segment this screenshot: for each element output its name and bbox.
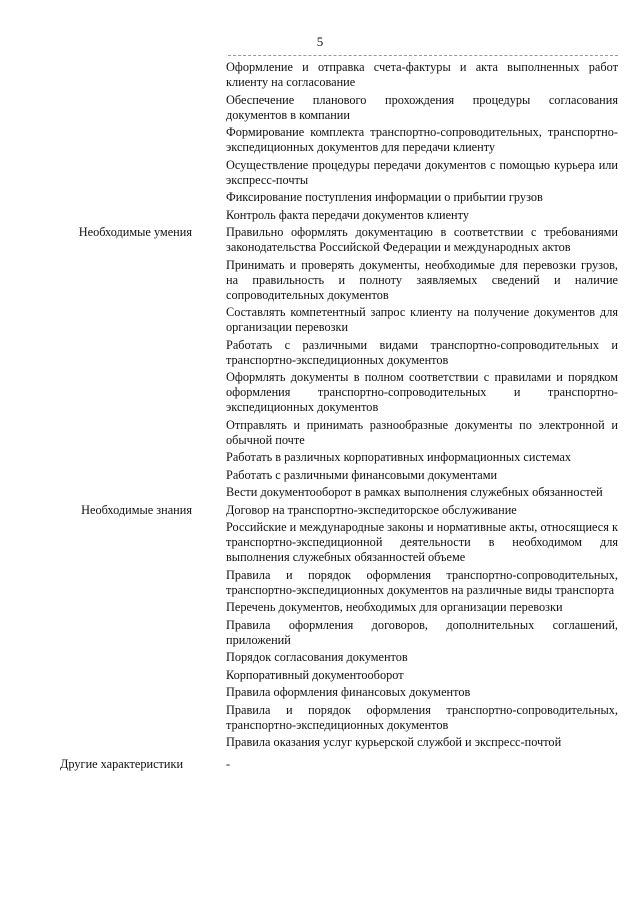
list-item: Обеспечение планового прохождения процедуры согласования документов в компании	[226, 92, 618, 122]
list-item: Оформлять документы в полном соответствии с правилами и порядком оформления транспортно-сопроводительных и транспортно-экспедиционных документов	[226, 370, 618, 414]
section-items	[226, 503, 618, 753]
section-labor-actions	[0, 60, 640, 225]
list-item: Осуществление процедуры передачи документов с помощью курьера или экспресс-почты	[226, 157, 618, 187]
section-other-characteristics	[0, 757, 640, 772]
list-item: Работать с различными финансовыми документами	[226, 467, 498, 482]
top-rule	[228, 55, 618, 56]
list-item: Правильно оформлять документацию в соответствии с требованиями законодательства Российской Федерации и международных актов	[226, 225, 618, 254]
list-item: Правила и порядок оформления транспортно-сопроводительных, транспортно-экспедиционных документов	[226, 702, 618, 732]
list-item: Принимать и проверять документы, необходимые для перевозки грузов, на правильность и полноту заявляемых сведений и наличие сопроводительных документов	[226, 257, 618, 302]
section-label: Необходимые знания	[81, 502, 192, 517]
list-item: Фиксирование поступления информации о прибытии грузов	[226, 190, 543, 204]
list-item: Порядок согласования документов	[226, 650, 408, 664]
list-item: Правила оформления договоров, дополнительных соглашений, приложений	[226, 617, 618, 647]
list-item: Работать с различными видами транспортно-сопроводительных и транспортно-экспедиционных документов	[226, 337, 618, 367]
list-item: Вести документооборот в рамках выполнения служебных обязанностей	[226, 485, 603, 499]
list-item: Формирование комплекта транспортно-сопроводительных, транспортно-экспедиционных документов для передачи клиенту	[226, 125, 618, 154]
list-item: Перечень документов, необходимых для организации перевозки	[226, 600, 563, 614]
section-label: Другие характеристики	[60, 756, 184, 771]
section-label: Необходимые умения	[78, 225, 192, 239]
list-item: Российские и международные законы и нормативные акты, относящиеся к транспортно-экспедиционной деятельности в необходимом для выполнения служебных обязанностей объеме	[226, 520, 618, 564]
other-value: -	[226, 756, 231, 771]
list-item: Оформление и отправка счета-фактуры и акта выполненных работ клиенту на согласование	[226, 60, 618, 89]
section-items	[226, 225, 618, 503]
section-label	[0, 60, 226, 225]
list-item: Работать в различных корпоративных информационных системах	[226, 450, 572, 464]
section-items	[226, 757, 618, 772]
section-required-skills	[0, 225, 640, 503]
list-item: Составлять компетентный запрос клиенту на получение документов для организации перевозки	[226, 305, 618, 334]
list-item: Отправлять и принимать разнообразные документы по электронной и обычной почте	[226, 417, 618, 447]
list-item: Правила оказания услуг курьерской службой и экспресс-почтой	[226, 735, 562, 749]
list-item: Договор на транспортно-экспедиторское обслуживание	[226, 502, 517, 517]
section-required-knowledge	[0, 503, 640, 753]
requirements-table	[0, 60, 640, 772]
list-item: Корпоративный документооборот	[226, 667, 404, 682]
list-item: Правила и порядок оформления транспортно-сопроводительных, транспортно-экспедиционных документов на различные виды транспорта	[226, 567, 618, 597]
list-item: Контроль факта передачи документов клиенту	[226, 207, 469, 222]
section-items	[226, 60, 618, 225]
list-item: Правила оформления финансовых документов	[226, 685, 471, 699]
page-number: 5	[316, 34, 324, 49]
